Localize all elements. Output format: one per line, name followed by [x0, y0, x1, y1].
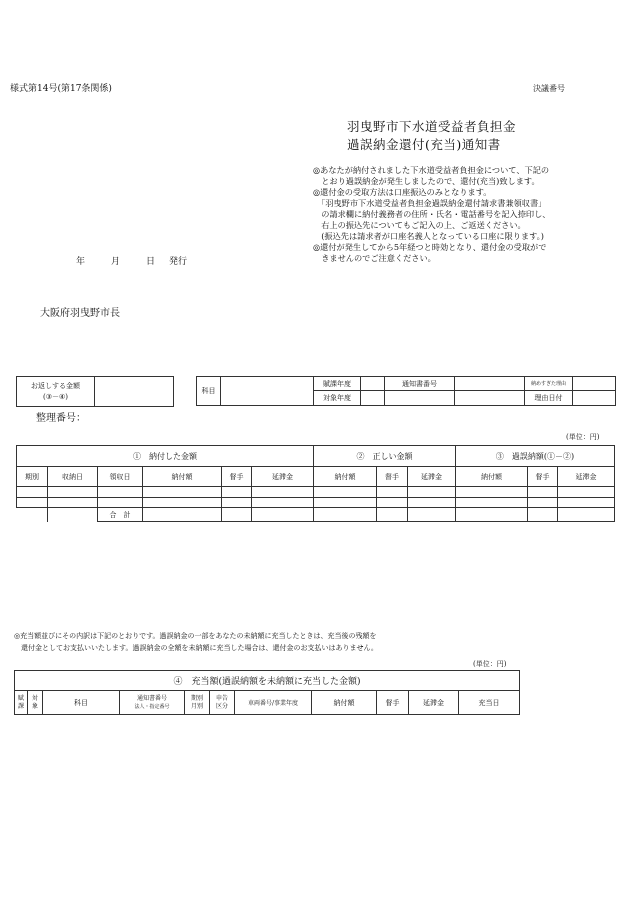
- col-correct-late-fee: 延滞金: [408, 467, 456, 487]
- application-title: ④ 充当額(過誤納額を未納額に充当した金額): [15, 671, 520, 691]
- col-subject: 科目: [43, 691, 120, 715]
- paid-amount-header: ① 納付した金額: [17, 446, 314, 467]
- blank-cell: [455, 391, 525, 406]
- note-line: (振込先は請求者が口座名義人となっている口座に限ります。): [313, 231, 544, 241]
- table-row: [17, 498, 615, 508]
- note-line: 還付金としてお支払いいたします。過誤納金の全額を未納額に充当した場合は、還付金のお支払いはありません。: [14, 644, 378, 652]
- notice-number-value: [455, 377, 525, 391]
- overpay-reason-label: 納めすぎた理由: [525, 377, 573, 391]
- subject-label: 科目: [197, 377, 221, 406]
- blank-cell: [385, 391, 455, 406]
- tax-year-label: 賦課年度: [314, 377, 361, 391]
- control-number-label: 整理番号：: [36, 413, 86, 424]
- unit-label-2: (単位：円): [473, 660, 507, 668]
- note-line: きませんのでご注意ください。: [313, 253, 436, 263]
- col-period: 期別 月別: [185, 691, 210, 715]
- note-line: 「羽曳野市下水道受益者負担金過誤納金還付請求書兼領収書」: [313, 198, 547, 208]
- target-year-label: 対象年度: [314, 391, 361, 406]
- note-line: の請求欄に納付義務者の住所・氏名・電話番号を記入捺印し、: [313, 209, 551, 219]
- issue-year-label: 年: [76, 257, 86, 267]
- decision-number-label: 決議番号: [533, 84, 565, 93]
- note-line: とおり過誤納金が発生しましたので、還付(充当)致します。: [313, 176, 540, 186]
- col-correct-pay-amount: 納付額: [314, 467, 377, 487]
- subject-value: [221, 377, 314, 406]
- overpayment-table: [16, 445, 615, 522]
- reason-date-label: 理由日付: [525, 391, 573, 406]
- col-overpaid-late-fee: 延滞金: [558, 467, 615, 487]
- target-year-value: [361, 391, 385, 406]
- col-overpaid-pay-amount: 納付額: [456, 467, 528, 487]
- note-line: ◎還付金の受取方法は口座振込のみとなります。: [313, 187, 492, 197]
- col-pay-date: 収納日: [48, 467, 98, 487]
- note-line: 右上の振込先についてもご記入の上、ご返送ください。: [313, 220, 526, 230]
- form-number: 様式第14号(第17条関係): [10, 84, 112, 94]
- col-correct-fee: 督手: [377, 467, 408, 487]
- instructions-notes: [313, 165, 550, 264]
- issued-label: 発行: [169, 257, 188, 267]
- issue-month-label: 月: [111, 257, 121, 267]
- note-line: ◎還付が発生してから5年経つと時効となり、還付金の受取がで: [313, 242, 547, 252]
- col-pay-amount: 納付額: [312, 691, 377, 715]
- col-receipt-date: 領収日: [98, 467, 143, 487]
- col-target: 対 象: [28, 691, 43, 715]
- issuer-name: 大阪府羽曳野市長: [40, 308, 120, 319]
- document-title-line1: 羽曳野市下水道受益者負担金: [347, 119, 517, 134]
- correct-amount-header: ② 正しい金額: [314, 446, 456, 467]
- application-notes: [14, 630, 378, 654]
- return-amount-box: [16, 376, 174, 407]
- col-application-date: 充当日: [459, 691, 520, 715]
- return-amount-value: [95, 377, 174, 407]
- col-period: 期別: [17, 467, 48, 487]
- application-table: [14, 670, 520, 715]
- col-late-fee: 延滞金: [252, 467, 314, 487]
- info-box: [196, 376, 616, 406]
- notice-number-label: 通知書番号: [385, 377, 455, 391]
- col-notice-number: 通知書番号 法人・指定番号: [120, 691, 185, 715]
- unit-label: (単位：円): [566, 433, 600, 441]
- col-fee: 督手: [377, 691, 409, 715]
- col-tax: 賦 課: [15, 691, 28, 715]
- reason-date-value: [573, 391, 616, 406]
- document-title-line2: 過誤納金還付(充当)通知書: [347, 137, 501, 152]
- overpaid-amount-header: ③ 過誤納額(①－②): [456, 446, 615, 467]
- return-amount-label: お返しする金額 (③－④): [17, 377, 95, 407]
- note-line: ◎充当額並びにその内訳は下記のとおりです。過誤納金の一部をあなたの未納額に充当したときは、充当後の残額を: [14, 632, 377, 640]
- total-row: [17, 508, 615, 522]
- issue-day-label: 日: [146, 257, 156, 267]
- note-line: ◎あなたが納付されました下水道受益者負担金について、下記の: [313, 165, 550, 175]
- total-label: 合 計: [98, 508, 143, 522]
- table-row: [17, 487, 615, 498]
- overpay-reason-value: [573, 377, 616, 391]
- col-vehicle-number: 車両番号/事業年度: [235, 691, 312, 715]
- col-declare-type: 申告 区分: [210, 691, 235, 715]
- col-pay-amount: 納付額: [143, 467, 222, 487]
- col-overpaid-fee: 督手: [528, 467, 558, 487]
- col-late-fee: 延滞金: [409, 691, 459, 715]
- tax-year-value: [361, 377, 385, 391]
- col-fee: 督手: [222, 467, 252, 487]
